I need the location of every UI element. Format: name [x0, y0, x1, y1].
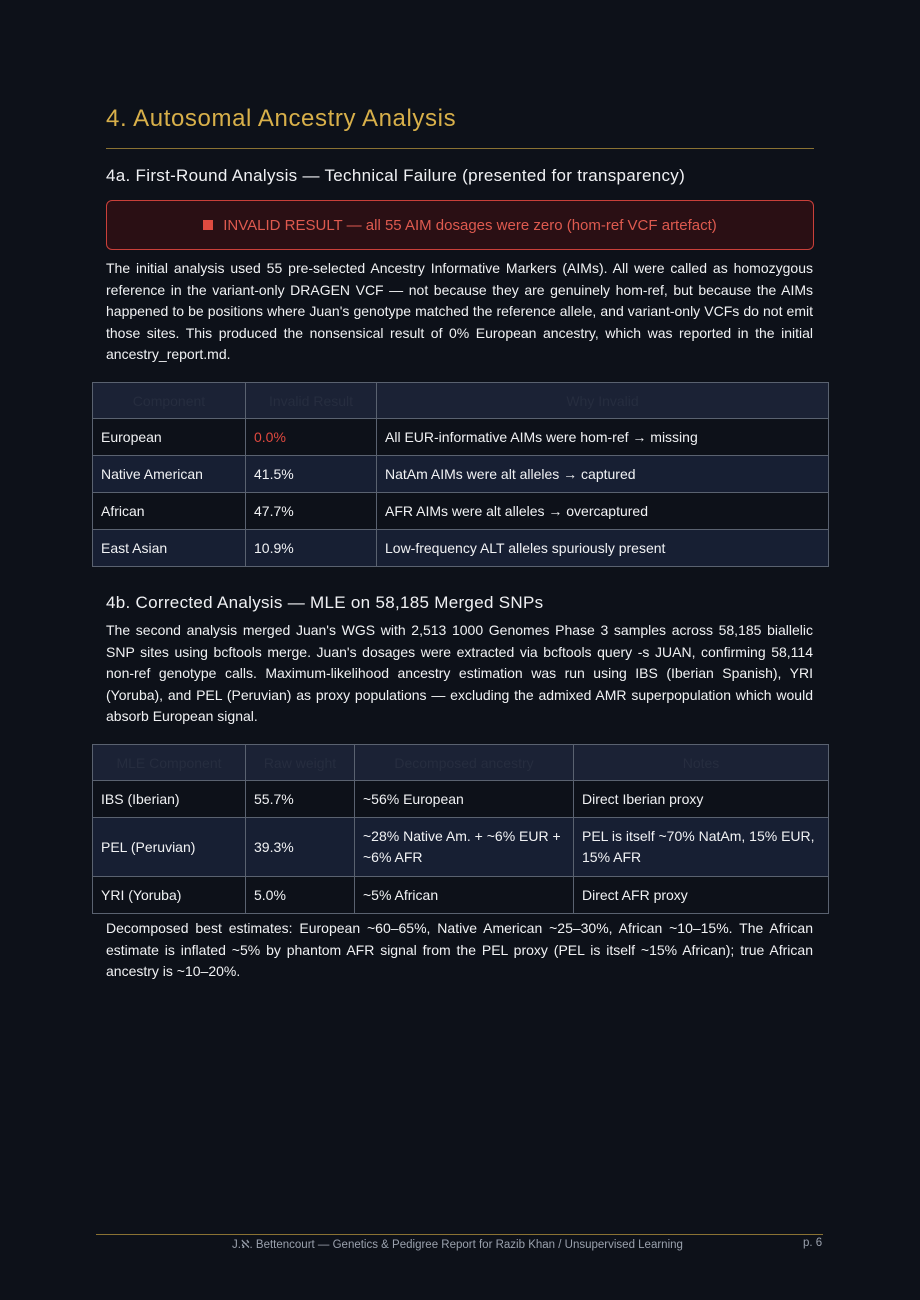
table-cell: ~5% African: [355, 877, 574, 914]
column-header: Why Invalid: [377, 383, 829, 419]
paragraph-best-estimates: Decomposed best estimates: European ~60–65%, Native American ~25–30%, African ~10–15%. The African estimate is inflated ~5% by phantom AFR signal from the PEL proxy (PEL is itself ~15% African); true African ancestry is ~10–20%.: [106, 920, 813, 980]
table-cell: Native American: [93, 456, 246, 493]
table-cell: 39.3%: [246, 818, 355, 877]
table-cell: NatAm AIMs were alt alleles → captured: [377, 456, 829, 493]
table-header-row: [93, 383, 829, 419]
column-header: Component: [93, 383, 246, 419]
table-row: [93, 818, 829, 877]
invalid-result-alert: [106, 200, 814, 250]
table-cell: 55.7%: [246, 781, 355, 818]
table-header-row: [93, 745, 829, 781]
mle-results-table: [92, 744, 829, 914]
table-cell: YRI (Yoruba): [93, 877, 246, 914]
table-cell: 0.0%: [246, 419, 377, 456]
section-title: 4. Autosomal Ancestry Analysis: [106, 105, 457, 132]
table-cell: Direct Iberian proxy: [574, 781, 829, 818]
title-divider: [106, 148, 814, 149]
paragraph-first-round: The initial analysis used 55 pre-selected Ancestry Informative Markers (AIMs). All were called as homozygous reference in the variant-only DRAGEN VCF — not because they are genuinely hom-ref, but because the AIMs happened to be positions where Juan's genotype matched the reference allele, and variant-only VCFs do not emit those sites. This produced the nonsensical result of 0% European ancestry, which was reported in the initial ancestry_report.md.: [106, 260, 813, 363]
table-row: [93, 877, 829, 914]
table-cell: 47.7%: [246, 493, 377, 530]
column-header: Invalid Result: [246, 383, 377, 419]
table-cell: ~28% Native Am. + ~6% EUR + ~6% AFR: [355, 818, 574, 877]
invalid-results-table: [92, 382, 829, 567]
table-cell: African: [93, 493, 246, 530]
table-cell: Low-frequency ALT alleles spuriously present: [377, 530, 829, 567]
table-cell: IBS (Iberian): [93, 781, 246, 818]
column-header: Decomposed ancestry: [355, 745, 574, 781]
table-cell: AFR AIMs were alt alleles → overcaptured: [377, 493, 829, 530]
subsection-title-a: 4a. First-Round Analysis — Technical Failure (presented for transparency): [106, 166, 686, 185]
footer-divider: [96, 1234, 823, 1235]
table-row: [93, 781, 829, 818]
table-cell: East Asian: [93, 530, 246, 567]
table-cell: 5.0%: [246, 877, 355, 914]
alert-text: INVALID RESULT — all 55 AIM dosages were zero (hom-ref VCF artefact): [223, 216, 717, 234]
table-cell: European: [93, 419, 246, 456]
table-row: [93, 493, 829, 530]
table-cell: PEL is itself ~70% NatAm, 15% EUR, 15% AFR: [574, 818, 829, 877]
column-header: Notes: [574, 745, 829, 781]
alert-square-icon: [203, 220, 213, 230]
paragraph-corrected-analysis: The second analysis merged Juan's WGS with 2,513 1000 Genomes Phase 3 samples across 58,185 biallelic SNP sites using bcftools merge. Juan's dosages were extracted via bcftools query -s JUAN, confirming 58,114 non-ref genotype calls. Maximum-likelihood ancestry estimation was run using IBS (Iberian Spanish), YRI (Yoruba), and PEL (Peruvian) as proxy populations — excluding the admixed AMR superpopulation which would absorb European signal.: [106, 622, 813, 725]
table-cell: PEL (Peruvian): [93, 818, 246, 877]
page-number: p. 6: [803, 1237, 823, 1249]
table-row: [93, 456, 829, 493]
table-row: [93, 530, 829, 567]
table-cell: Direct AFR proxy: [574, 877, 829, 914]
column-header: MLE Component: [93, 745, 246, 781]
table-cell: All EUR-informative AIMs were hom-ref → missing: [377, 419, 829, 456]
table-cell: 10.9%: [246, 530, 377, 567]
subsection-title-b: 4b. Corrected Analysis — MLE on 58,185 Merged SNPs: [106, 593, 544, 612]
table-cell: 41.5%: [246, 456, 377, 493]
table-row: [93, 419, 829, 456]
footer-text: J.ℵ. Bettencourt — Genetics & Pedigree Report for Razib Khan / Unsupervised Learning: [232, 1239, 683, 1251]
column-header: Raw weight: [246, 745, 355, 781]
table-cell: ~56% European: [355, 781, 574, 818]
